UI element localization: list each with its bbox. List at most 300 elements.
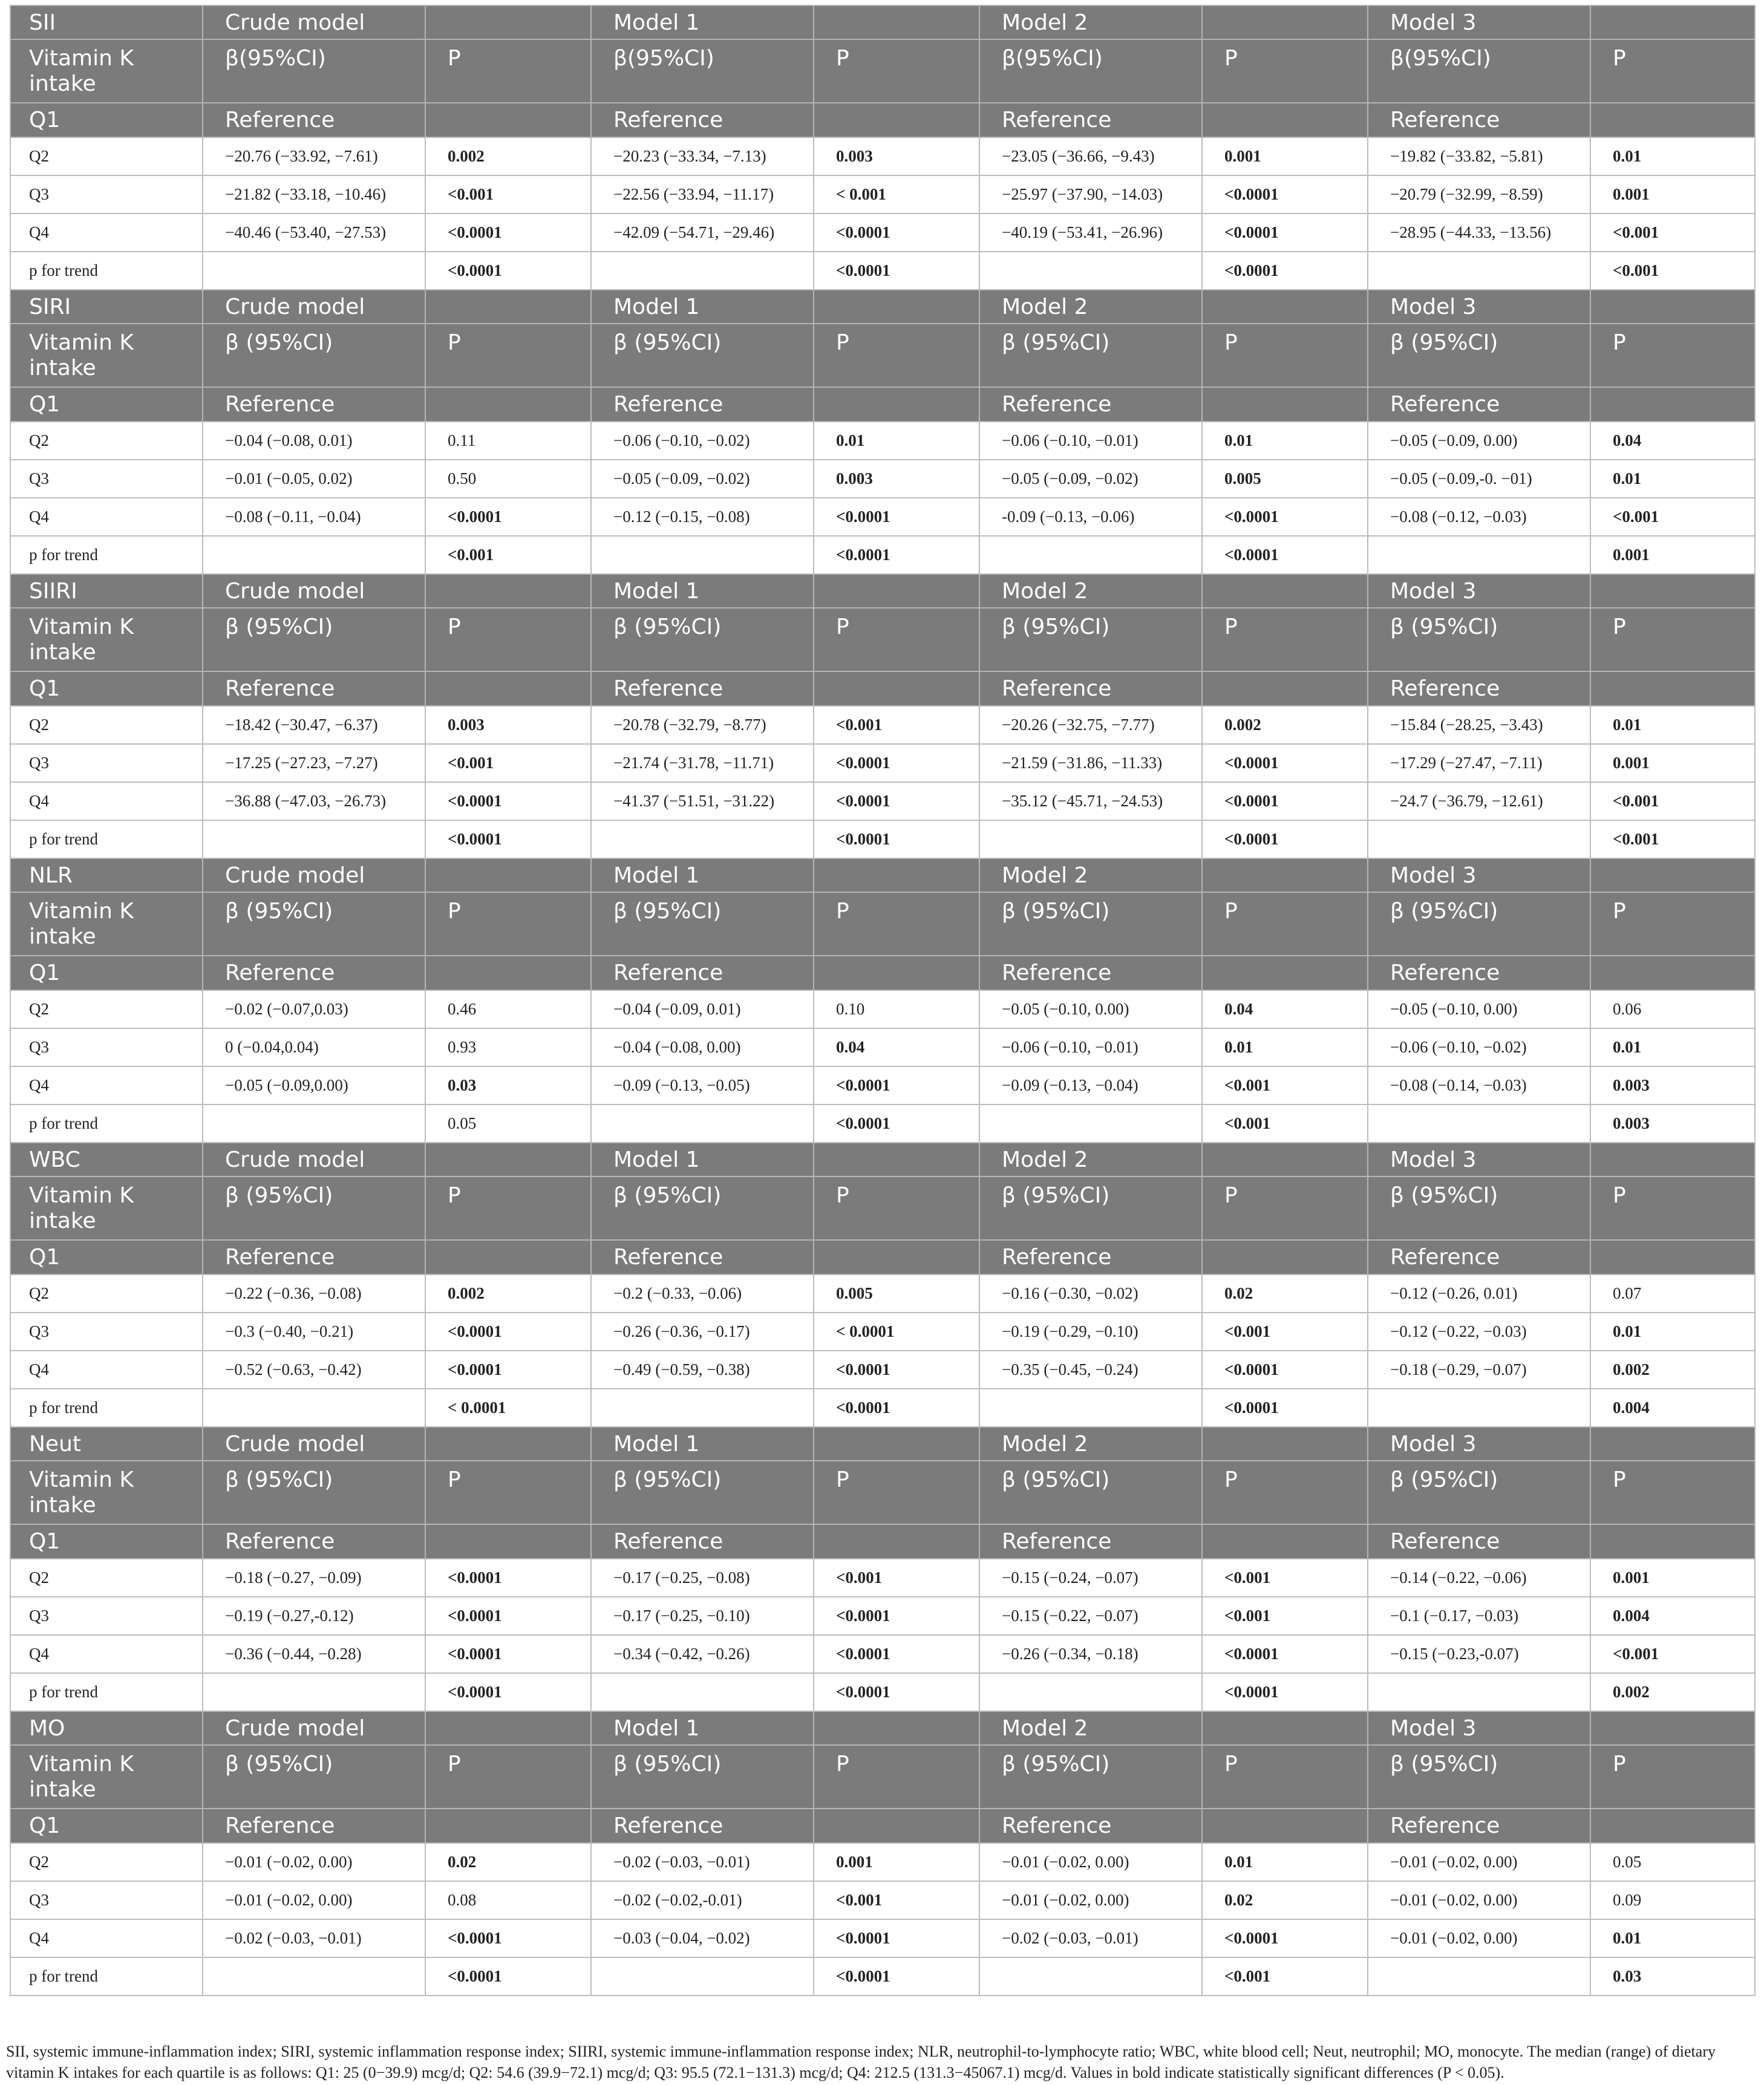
model-name-header: Crude model <box>203 1711 425 1745</box>
blank-header-cell <box>425 1427 591 1461</box>
quartile-label: Q1 <box>10 671 203 706</box>
beta-ci-value: −0.02 (−0.07,0.03) <box>203 990 425 1028</box>
p-value: <0.0001 <box>425 1351 591 1389</box>
beta-ci-header: β (95%CI) <box>203 1745 425 1809</box>
blank-header-cell <box>814 290 979 324</box>
model-name-header: Model 2 <box>979 1427 1202 1461</box>
blank-cell <box>979 252 1202 290</box>
beta-ci-value: −0.36 (−0.44, −0.28) <box>203 1635 425 1673</box>
p-value: < 0.0001 <box>814 1313 979 1351</box>
reference-row <box>10 1524 1755 1559</box>
blank-header-cell <box>425 1809 591 1843</box>
quartile-label: Q4 <box>10 498 203 536</box>
quartile-label: Q3 <box>10 175 203 214</box>
vitamin-k-intake-header: Vitamin K intake <box>10 39 203 103</box>
p-value: <0.0001 <box>1202 782 1368 820</box>
p-value: <0.0001 <box>814 1351 979 1389</box>
reference-cell: Reference <box>203 103 425 137</box>
p-value: <0.0001 <box>1202 498 1368 536</box>
p-value: <0.001 <box>1202 1066 1368 1104</box>
p-trend-value: <0.0001 <box>425 252 591 290</box>
p-value: 0.004 <box>1590 1597 1755 1635</box>
blank-header-cell <box>425 387 591 422</box>
results-table <box>10 5 1756 1996</box>
blank-header-cell <box>814 1524 979 1559</box>
p-value: <0.0001 <box>814 214 979 252</box>
p-trend-value: <0.0001 <box>814 1673 979 1711</box>
table-row <box>10 1635 1755 1673</box>
reference-cell: Reference <box>203 1524 425 1559</box>
p-value: 0.002 <box>1202 706 1368 744</box>
blank-cell <box>591 820 814 858</box>
p-value: < 0.001 <box>814 175 979 214</box>
beta-ci-value: −0.01 (−0.05, 0.02) <box>203 460 425 498</box>
blank-header-cell <box>1590 387 1755 422</box>
beta-ci-value: −36.88 (−47.03, −26.73) <box>203 782 425 820</box>
beta-ci-header: β (95%CI) <box>591 1176 814 1240</box>
reference-cell: Reference <box>1368 1240 1590 1274</box>
blank-cell <box>979 820 1202 858</box>
p-value: <0.0001 <box>425 214 591 252</box>
p-trend-value: <0.0001 <box>1202 1673 1368 1711</box>
p-trend-row <box>10 1389 1755 1427</box>
section-header-row <box>10 1711 1755 1745</box>
p-header: P <box>814 608 979 671</box>
p-trend-row <box>10 1957 1755 1995</box>
p-header: P <box>1590 39 1755 103</box>
blank-cell <box>203 1389 425 1427</box>
section-index-name: Neut <box>10 1427 203 1461</box>
quartile-label: Q2 <box>10 1274 203 1313</box>
section-header-row <box>10 574 1755 608</box>
section-header-row <box>10 1427 1755 1461</box>
model-name-header: Model 2 <box>979 1711 1202 1745</box>
beta-ci-header: β (95%CI) <box>979 892 1202 956</box>
p-value: 0.01 <box>1590 460 1755 498</box>
p-value: <0.0001 <box>425 1635 591 1673</box>
p-value: 0.001 <box>1590 744 1755 782</box>
reference-cell: Reference <box>591 671 814 706</box>
reference-cell: Reference <box>979 1240 1202 1274</box>
reference-cell: Reference <box>591 1809 814 1843</box>
model-name-header: Crude model <box>203 574 425 608</box>
reference-cell: Reference <box>979 1524 1202 1559</box>
model-name-header: Model 3 <box>1368 1711 1590 1745</box>
blank-cell <box>203 1104 425 1143</box>
section-header-row <box>10 290 1755 324</box>
p-trend-row <box>10 1673 1755 1711</box>
blank-cell <box>591 1104 814 1143</box>
model-name-header: Crude model <box>203 5 425 39</box>
beta-ci-header: β (95%CI) <box>203 1461 425 1524</box>
p-value: 0.46 <box>425 990 591 1028</box>
quartile-label: Q3 <box>10 744 203 782</box>
quartile-label: Q3 <box>10 1881 203 1919</box>
beta-ci-header: β (95%CI) <box>1368 1745 1590 1809</box>
p-value: 0.01 <box>1202 1028 1368 1066</box>
p-value: 0.93 <box>425 1028 591 1066</box>
p-value: <0.0001 <box>425 1313 591 1351</box>
blank-header-cell <box>1590 1240 1755 1274</box>
p-value: 0.01 <box>1590 706 1755 744</box>
beta-ci-value: −20.26 (−32.75, −7.77) <box>979 706 1202 744</box>
p-value: <0.001 <box>814 1559 979 1597</box>
beta-ci-value: −0.04 (−0.08, 0.00) <box>591 1028 814 1066</box>
model-name-header: Model 1 <box>591 5 814 39</box>
beta-ci-header: β (95%CI) <box>979 608 1202 671</box>
p-trend-value: <0.0001 <box>814 1104 979 1143</box>
reference-cell: Reference <box>203 387 425 422</box>
p-value: 0.01 <box>1202 422 1368 460</box>
beta-ci-value: −0.08 (−0.12, −0.03) <box>1368 498 1590 536</box>
beta-ci-value: −0.17 (−0.25, −0.10) <box>591 1597 814 1635</box>
p-trend-value: <0.0001 <box>814 820 979 858</box>
table-row <box>10 1313 1755 1351</box>
table-row <box>10 137 1755 175</box>
blank-cell <box>1368 1389 1590 1427</box>
blank-header-cell <box>1202 956 1368 990</box>
blank-header-cell <box>425 956 591 990</box>
p-value: 0.002 <box>1590 1351 1755 1389</box>
blank-header-cell <box>1202 5 1368 39</box>
p-value: <0.0001 <box>814 744 979 782</box>
p-trend-row <box>10 820 1755 858</box>
blank-header-cell <box>1590 956 1755 990</box>
p-trend-value: 0.001 <box>1590 536 1755 574</box>
table-row <box>10 782 1755 820</box>
p-trend-value: 0.05 <box>425 1104 591 1143</box>
quartile-label: Q1 <box>10 103 203 137</box>
beta-ci-header: β (95%CI) <box>591 892 814 956</box>
p-value: <0.0001 <box>1202 1351 1368 1389</box>
p-trend-value: <0.0001 <box>1202 820 1368 858</box>
blank-cell <box>591 1673 814 1711</box>
blank-header-cell <box>814 671 979 706</box>
beta-ci-value: −0.12 (−0.15, −0.08) <box>591 498 814 536</box>
beta-ci-value: −0.35 (−0.45, −0.24) <box>979 1351 1202 1389</box>
blank-header-cell <box>814 1427 979 1461</box>
beta-ci-value: −0.19 (−0.27,-0.12) <box>203 1597 425 1635</box>
p-trend-value: <0.0001 <box>1202 536 1368 574</box>
beta-ci-value: −0.3 (−0.40, −0.21) <box>203 1313 425 1351</box>
p-value: 0.005 <box>814 1274 979 1313</box>
vitamin-k-intake-header: Vitamin K intake <box>10 1176 203 1240</box>
beta-ci-value: −0.04 (−0.09, 0.01) <box>591 990 814 1028</box>
p-value: <0.0001 <box>814 782 979 820</box>
p-value: 0.001 <box>1202 137 1368 175</box>
p-value: 0.08 <box>425 1881 591 1919</box>
blank-cell <box>591 1389 814 1427</box>
p-value: <0.001 <box>1202 1597 1368 1635</box>
p-value: 0.003 <box>1590 1066 1755 1104</box>
p-value: 0.06 <box>1590 990 1755 1028</box>
beta-ci-value: −20.23 (−33.34, −7.13) <box>591 137 814 175</box>
blank-cell <box>591 1957 814 1995</box>
p-value: <0.001 <box>1590 782 1755 820</box>
reference-cell: Reference <box>591 103 814 137</box>
p-header: P <box>1202 1461 1368 1524</box>
quartile-label: Q3 <box>10 1028 203 1066</box>
p-value: <0.0001 <box>425 782 591 820</box>
beta-ci-header: β (95%CI) <box>591 1745 814 1809</box>
beta-ci-value: −0.09 (−0.13, −0.04) <box>979 1066 1202 1104</box>
p-trend-label: p for trend <box>10 1673 203 1711</box>
p-value: <0.0001 <box>1202 175 1368 214</box>
blank-cell <box>203 252 425 290</box>
blank-header-cell <box>1590 5 1755 39</box>
p-value: <0.0001 <box>425 498 591 536</box>
beta-ci-value: −0.01 (−0.02, 0.00) <box>1368 1843 1590 1881</box>
beta-ci-value: −20.79 (−32.99, −8.59) <box>1368 175 1590 214</box>
p-value: <0.001 <box>1590 498 1755 536</box>
p-header: P <box>1202 608 1368 671</box>
p-value: 0.001 <box>814 1843 979 1881</box>
blank-cell <box>979 1673 1202 1711</box>
beta-ci-value: −0.01 (−0.02, 0.00) <box>203 1843 425 1881</box>
quartile-label: Q4 <box>10 214 203 252</box>
table-row <box>10 1028 1755 1066</box>
p-value: 0.04 <box>814 1028 979 1066</box>
reference-row <box>10 671 1755 706</box>
p-value: 0.003 <box>425 706 591 744</box>
p-trend-value: <0.001 <box>1590 252 1755 290</box>
beta-ci-value: −21.82 (−33.18, −10.46) <box>203 175 425 214</box>
blank-header-cell <box>814 858 979 892</box>
reference-cell: Reference <box>979 956 1202 990</box>
p-trend-label: p for trend <box>10 1104 203 1143</box>
beta-ci-header: β (95%CI) <box>979 1176 1202 1240</box>
reference-cell: Reference <box>203 956 425 990</box>
p-header: P <box>1590 1176 1755 1240</box>
p-value: 0.50 <box>425 460 591 498</box>
quartile-label: Q2 <box>10 1559 203 1597</box>
p-trend-row <box>10 1104 1755 1143</box>
p-value: <0.001 <box>1590 1635 1755 1673</box>
section-index-name: NLR <box>10 858 203 892</box>
p-trend-label: p for trend <box>10 820 203 858</box>
table-row <box>10 1919 1755 1957</box>
vitamin-k-intake-header: Vitamin K intake <box>10 608 203 671</box>
beta-ci-value: −0.18 (−0.27, −0.09) <box>203 1559 425 1597</box>
quartile-label: Q3 <box>10 460 203 498</box>
beta-ci-header: β (95%CI) <box>1368 608 1590 671</box>
reference-cell: Reference <box>1368 1524 1590 1559</box>
blank-cell <box>1368 536 1590 574</box>
quartile-label: Q4 <box>10 782 203 820</box>
p-value: <0.0001 <box>814 498 979 536</box>
reference-cell: Reference <box>979 1809 1202 1843</box>
model-name-header: Model 3 <box>1368 290 1590 324</box>
p-value: 0.003 <box>814 460 979 498</box>
p-trend-value: <0.001 <box>1590 820 1755 858</box>
model-name-header: Model 3 <box>1368 574 1590 608</box>
blank-header-cell <box>1590 858 1755 892</box>
beta-ci-value: −0.02 (−0.02,-0.01) <box>591 1881 814 1919</box>
beta-ci-value: −40.46 (−53.40, −27.53) <box>203 214 425 252</box>
p-value: 0.002 <box>425 137 591 175</box>
beta-ci-value: −41.37 (−51.51, −31.22) <box>591 782 814 820</box>
blank-header-cell <box>1202 671 1368 706</box>
model-name-header: Crude model <box>203 290 425 324</box>
beta-ci-value: 0 (−0.04,0.04) <box>203 1028 425 1066</box>
p-value: 0.03 <box>425 1066 591 1104</box>
beta-ci-value: −0.34 (−0.42, −0.26) <box>591 1635 814 1673</box>
p-value: <0.0001 <box>814 1066 979 1104</box>
model-name-header: Model 3 <box>1368 858 1590 892</box>
column-header-row <box>10 892 1755 956</box>
p-trend-value: < 0.0001 <box>425 1389 591 1427</box>
model-name-header: Crude model <box>203 1427 425 1461</box>
blank-header-cell <box>1590 1524 1755 1559</box>
blank-cell <box>1368 252 1590 290</box>
beta-ci-value: −0.52 (−0.63, −0.42) <box>203 1351 425 1389</box>
table-row <box>10 1274 1755 1313</box>
p-value: 0.10 <box>814 990 979 1028</box>
p-header: P <box>1202 1176 1368 1240</box>
p-header: P <box>425 1461 591 1524</box>
quartile-label: Q1 <box>10 1240 203 1274</box>
p-trend-row <box>10 536 1755 574</box>
blank-header-cell <box>1202 574 1368 608</box>
beta-ci-value: −42.09 (−54.71, −29.46) <box>591 214 814 252</box>
table-row <box>10 1559 1755 1597</box>
beta-ci-value: −0.26 (−0.34, −0.18) <box>979 1635 1202 1673</box>
beta-ci-header: β (95%CI) <box>203 324 425 387</box>
reference-row <box>10 1240 1755 1274</box>
blank-cell <box>203 1673 425 1711</box>
beta-ci-value: −0.01 (−0.02, 0.00) <box>979 1843 1202 1881</box>
vitamin-k-intake-header: Vitamin K intake <box>10 1461 203 1524</box>
p-header: P <box>1202 324 1368 387</box>
reference-cell: Reference <box>203 1240 425 1274</box>
blank-header-cell <box>425 574 591 608</box>
p-value: 0.04 <box>1590 422 1755 460</box>
beta-ci-value: −0.05 (−0.10, 0.00) <box>1368 990 1590 1028</box>
blank-header-cell <box>814 1240 979 1274</box>
beta-ci-value: −0.06 (−0.10, −0.02) <box>1368 1028 1590 1066</box>
column-header-row <box>10 608 1755 671</box>
p-trend-value: <0.0001 <box>1202 1389 1368 1427</box>
table-row <box>10 498 1755 536</box>
beta-ci-value: −17.25 (−27.23, −7.27) <box>203 744 425 782</box>
model-name-header: Model 1 <box>591 1711 814 1745</box>
beta-ci-header: β (95%CI) <box>1368 324 1590 387</box>
model-name-header: Model 1 <box>591 858 814 892</box>
blank-cell <box>979 536 1202 574</box>
beta-ci-value: −0.49 (−0.59, −0.38) <box>591 1351 814 1389</box>
blank-header-cell <box>425 1143 591 1176</box>
blank-header-cell <box>1590 1143 1755 1176</box>
beta-ci-value: −0.15 (−0.22, −0.07) <box>979 1597 1202 1635</box>
p-value: <0.0001 <box>425 1919 591 1957</box>
reference-cell: Reference <box>591 956 814 990</box>
beta-ci-value: −0.06 (−0.10, −0.02) <box>591 422 814 460</box>
p-header: P <box>814 39 979 103</box>
blank-header-cell <box>814 5 979 39</box>
model-name-header: Model 1 <box>591 1143 814 1176</box>
p-header: P <box>814 324 979 387</box>
p-value: <0.0001 <box>425 1597 591 1635</box>
beta-ci-value: −0.2 (−0.33, −0.06) <box>591 1274 814 1313</box>
p-trend-row <box>10 252 1755 290</box>
blank-header-cell <box>814 1711 979 1745</box>
p-header: P <box>814 892 979 956</box>
p-value: 0.11 <box>425 422 591 460</box>
beta-ci-value: −40.19 (−53.41, −26.96) <box>979 214 1202 252</box>
table-row <box>10 460 1755 498</box>
reference-cell: Reference <box>979 387 1202 422</box>
blank-cell <box>591 536 814 574</box>
vitamin-k-intake-header: Vitamin K intake <box>10 1745 203 1809</box>
blank-cell <box>1368 820 1590 858</box>
p-header: P <box>814 1745 979 1809</box>
column-header-row <box>10 1745 1755 1809</box>
blank-header-cell <box>1590 671 1755 706</box>
quartile-label: Q4 <box>10 1919 203 1957</box>
p-trend-label: p for trend <box>10 1389 203 1427</box>
blank-cell <box>203 536 425 574</box>
p-value: <0.001 <box>1202 1313 1368 1351</box>
blank-header-cell <box>1590 103 1755 137</box>
quartile-label: Q1 <box>10 1524 203 1559</box>
p-value: <0.0001 <box>814 1919 979 1957</box>
table-row <box>10 422 1755 460</box>
model-name-header: Model 2 <box>979 290 1202 324</box>
beta-ci-value: −0.09 (−0.13, −0.05) <box>591 1066 814 1104</box>
beta-ci-value: −35.12 (−45.71, −24.53) <box>979 782 1202 820</box>
p-value: <0.001 <box>814 1881 979 1919</box>
blank-header-cell <box>1202 290 1368 324</box>
beta-ci-value: −19.82 (−33.82, −5.81) <box>1368 137 1590 175</box>
model-name-header: Model 3 <box>1368 1427 1590 1461</box>
model-name-header: Model 1 <box>591 1427 814 1461</box>
p-header: P <box>425 892 591 956</box>
beta-ci-value: −0.12 (−0.26, 0.01) <box>1368 1274 1590 1313</box>
p-value: 0.001 <box>1590 1559 1755 1597</box>
blank-header-cell <box>814 574 979 608</box>
p-header: P <box>1202 39 1368 103</box>
beta-ci-value: −0.16 (−0.30, −0.02) <box>979 1274 1202 1313</box>
quartile-label: Q3 <box>10 1597 203 1635</box>
blank-header-cell <box>814 103 979 137</box>
p-trend-value: 0.004 <box>1590 1389 1755 1427</box>
table-row <box>10 1881 1755 1919</box>
reference-row <box>10 387 1755 422</box>
p-value: 0.07 <box>1590 1274 1755 1313</box>
p-value: 0.01 <box>1590 1313 1755 1351</box>
blank-header-cell <box>425 290 591 324</box>
beta-ci-value: −17.29 (−27.47, −7.11) <box>1368 744 1590 782</box>
model-name-header: Model 1 <box>591 574 814 608</box>
beta-ci-header: β (95%CI) <box>1368 1461 1590 1524</box>
beta-ci-header: β(95%CI) <box>203 39 425 103</box>
table-row <box>10 175 1755 214</box>
section-header-row <box>10 1143 1755 1176</box>
model-name-header: Model 2 <box>979 574 1202 608</box>
beta-ci-value: −0.06 (−0.10, −0.01) <box>979 422 1202 460</box>
p-header: P <box>1202 1745 1368 1809</box>
p-value: 0.02 <box>425 1843 591 1881</box>
p-header: P <box>425 324 591 387</box>
beta-ci-value: −0.01 (−0.02, 0.00) <box>1368 1919 1590 1957</box>
blank-header-cell <box>1590 1427 1755 1461</box>
beta-ci-header: β(95%CI) <box>1368 39 1590 103</box>
p-header: P <box>1202 892 1368 956</box>
reference-cell: Reference <box>979 671 1202 706</box>
section-index-name: SIRI <box>10 290 203 324</box>
blank-header-cell <box>425 103 591 137</box>
beta-ci-value: −0.02 (−0.03, −0.01) <box>591 1843 814 1881</box>
